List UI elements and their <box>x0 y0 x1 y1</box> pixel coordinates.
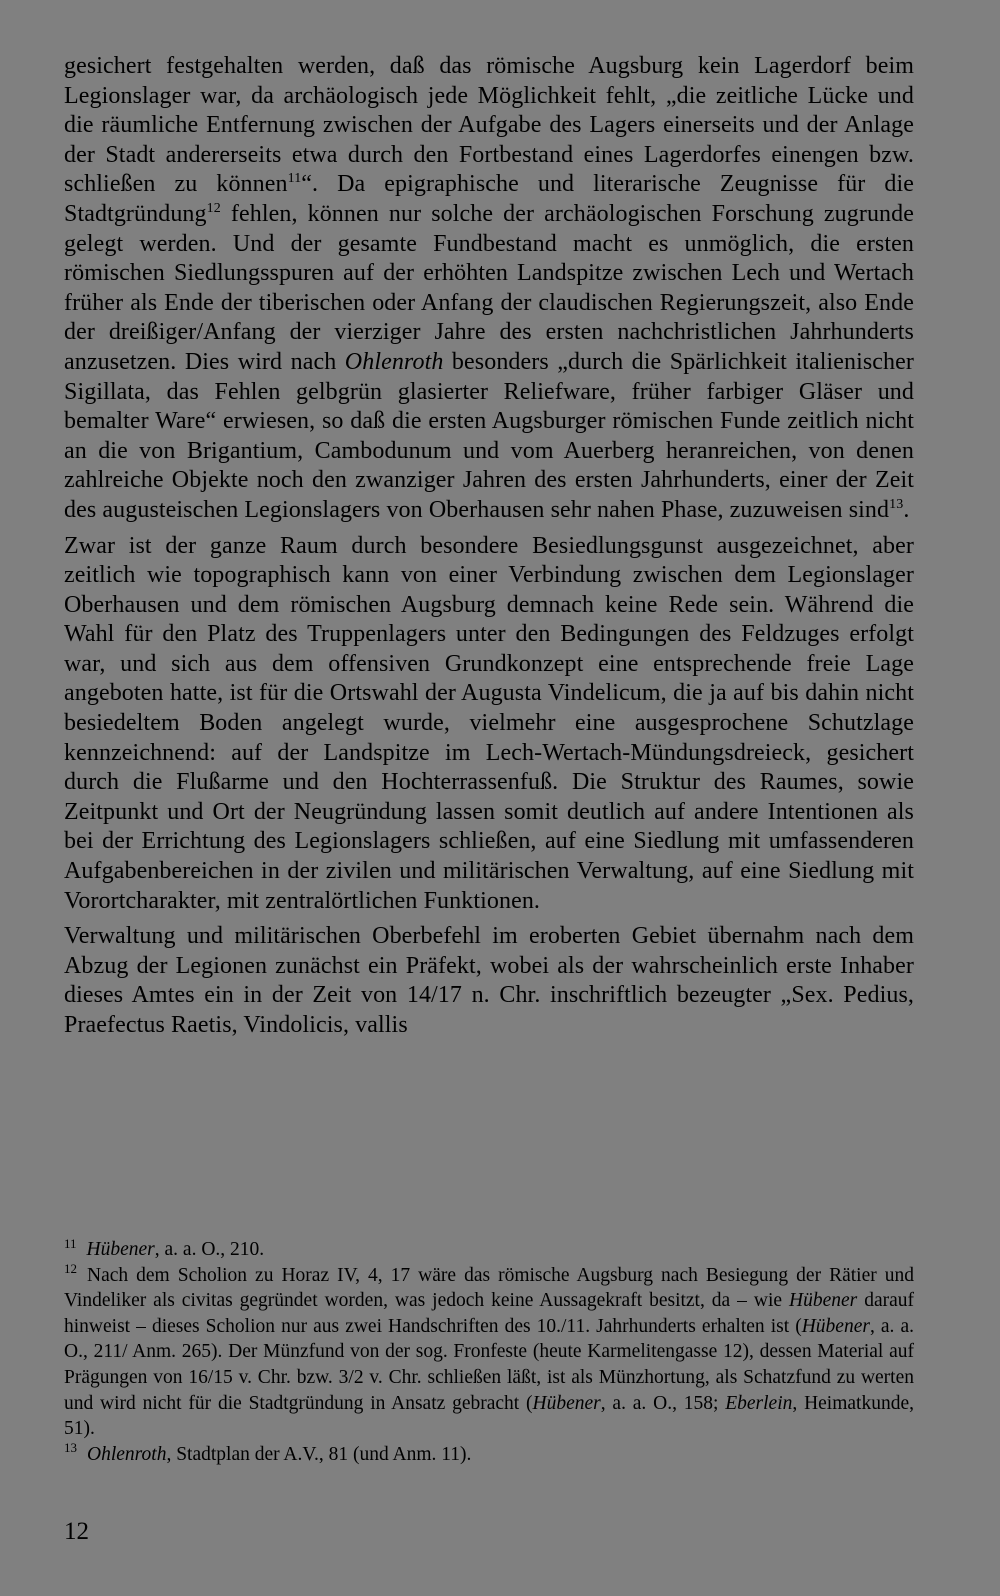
italic-name: Hübener <box>789 1290 858 1312</box>
paragraph-3 <box>64 922 914 1040</box>
footnotes <box>64 1237 914 1467</box>
page-number: 12 <box>64 1518 89 1545</box>
italic-name: Hübener <box>532 1392 601 1414</box>
text-run: , Stadtplan der A.V., 81 (und Anm. 11). <box>166 1443 472 1465</box>
footnote-13 <box>64 1442 914 1468</box>
italic-name: Hübener <box>86 1239 155 1260</box>
footnote-11 <box>64 1237 914 1263</box>
text-run: besonders „durch die Spärlichkeit italienischer Sigillata, das Fehlen gelbgrün glasierter Reliefware, früher farbiger Gläser und bemalter Ware“ erwiesen, so daß die ersten Augsburger römischen Funde zeitlich nicht an die von Brigantium, Cambodunum und vom Auerberg heranreichen, von denen zahlreiche Objekte noch den zwanziger Jahren des ersten Jahrhunderts, einer der Zeit des augusteischen Legionslagers von Oberhausen sehr nahen Phase, zuzuweisen sind <box>64 348 914 523</box>
text-run: “. Da epigraphische und literarische Zeugnisse für die Stadtgründung <box>64 171 914 227</box>
footnote-ref: 12 <box>206 200 221 216</box>
paragraph-2 <box>64 532 914 917</box>
paragraph-1 <box>64 52 914 526</box>
text-run: fehlen, können nur solche der archäologischen Forschung zugrunde gelegt werden. Und der gesamte Fundbestand macht es unmöglich, die ersten römischen Siedlungsspuren auf der erhöhten Landspitze zwischen Lech und Wertach früher als Ende der tiberischen oder Anfang der claudischen Regierungszeit, also Ende der dreißiger/Anfang der vierziger Jahre des ersten nachchristlichen Jahrhunderts anzusetzen. Dies wird nach <box>64 200 914 375</box>
text-run: Verwaltung und militärischen Oberbefehl im eroberten Gebiet übernahm nach dem Abzug der Legionen zunächst ein Präfekt, wobei als der wahrscheinlich erste Inhaber dieses Amtes ein in der Zeit von 14/17 n. Chr. inschriftlich bezeugter „Sex. Pedius, Praefectus Raetis, Vindolicis, vallis <box>64 923 914 1038</box>
italic-name: Ohlenroth <box>87 1443 167 1465</box>
italic-name: Hübener <box>801 1315 870 1337</box>
footnote-ref: 11 <box>287 171 302 187</box>
footnote-ref: 13 <box>889 496 904 512</box>
text-run: . <box>903 496 910 523</box>
footnote-number: 12 <box>64 1261 77 1277</box>
footnote-number: 13 <box>64 1440 77 1456</box>
main-text <box>64 52 914 1047</box>
text-run: gesichert festgehalten werden, daß das römische Augsburg kein Lagerdorf beim Legionslager war, da archäologisch jede Möglichkeit fehlt, „die zeitliche Lücke und die räumliche Entfernung zwischen der Aufgabe des Lagers einerseits und der Anlage der Stadt andererseits etwa durch den Fortbestand eines Lagerdorfes einengen bzw. schließen zu können <box>64 53 914 198</box>
text-run: , a. a. O., 158; <box>600 1392 726 1414</box>
text-run: , a. a. O., 211/ Anm. 265). Der Münzfund von der sog. Fronfeste (heute Karmelitengasse 12), dessen Material auf Prägungen von 16/15 v. Chr. bzw. 3/2 v. Chr. schließen läßt, ist als Münzhortung, als Schatzfund zu werten und wird nicht für die Stadtgründung in Ansatz gebracht ( <box>64 1315 914 1414</box>
text-run: Nach dem Scholion zu Horaz IV, 4, 17 wäre das römische Augsburg nach Besiegung der Rätier und Vindeliker als civitas gegründet worden, was jedoch keine Aussagekraft besitzt, da – wie <box>64 1264 914 1312</box>
text-run: , a. a. O., 210. <box>154 1239 265 1260</box>
text-run: , Heimatkunde, 51). <box>64 1392 914 1440</box>
footnote-number: 11 <box>64 1235 77 1251</box>
text-run: Zwar ist der ganze Raum durch besondere Besiedlungsgunst ausgezeichnet, aber zeitlich wie topographisch kann von einer Verbindung zwischen dem Legionslager Oberhausen und dem römischen Augsburg demnach keine Rede sein. Während die Wahl für den Platz des Truppenlagers unter den Bedingungen des Feldzuges erfolgt war, und sich aus dem offensiven Grundkonzept eine entsprechende freie Lage angeboten hatte, ist für die Ortswahl der Augusta Vindelicum, die ja auf bis dahin nicht besiedeltem Boden angelegt wurde, vielmehr eine ausgesprochene Schutzlage kennzeichnend: auf der Landspitze im Lech-Wertach-Mündungsdreieck, gesichert durch die Flußarme und den Hochterrassenfuß. Die Struktur des Raumes, sowie Zeitpunkt und Ort der Neugründung lassen somit deutlich auf andere Intentionen als bei der Errichtung des Legionslagers schließen, auf eine Siedlung mit umfassenderen Aufgabenbereichen in der zivilen und militärischen Verwaltung, auf eine Siedlung mit Vorortcharakter, mit zentralörtlichen Funktionen. <box>64 532 914 914</box>
footnote-12 <box>64 1263 914 1442</box>
italic-name: Ohlenroth <box>344 348 444 375</box>
italic-name: Eberlein <box>725 1392 793 1414</box>
text-run: darauf hinweist – dieses Scholion nur aus zwei Handschriften des 10./11. Jahrhunderts erhalten ist ( <box>64 1290 914 1337</box>
